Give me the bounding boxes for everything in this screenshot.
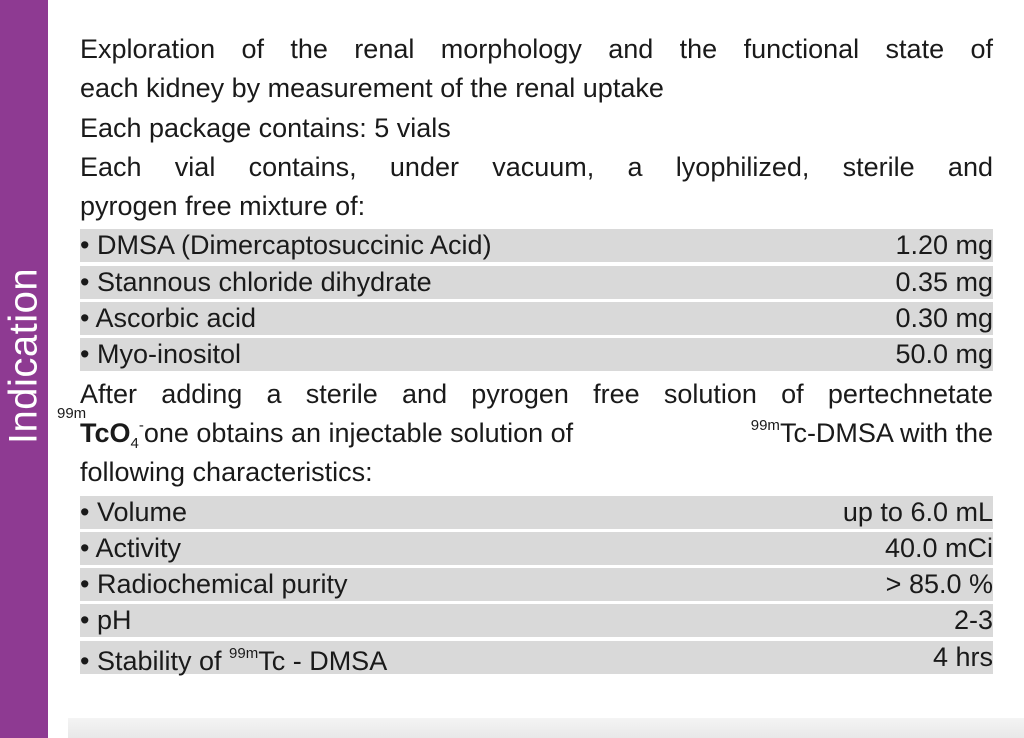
after-line-2-end-group xyxy=(751,414,993,453)
characteristic-row xyxy=(80,532,993,565)
formula-text: TcO xyxy=(80,417,131,448)
ingredient-name: • Stannous chloride dihydrate xyxy=(80,266,432,297)
ingredient-name: • Ascorbic acid xyxy=(80,303,257,334)
composition-row xyxy=(80,338,993,371)
after-line-2-mid: one obtains an injectable solution of xyxy=(143,417,574,448)
vial-line-1: Each vial contains, under vacuum, a lyophilized, sterile and xyxy=(80,151,993,182)
ingredient-amount: 0.35 mg xyxy=(895,266,993,297)
ingredient-amount: 50.0 mg xyxy=(895,339,993,370)
characteristic-name: • pH xyxy=(80,605,132,636)
composition-row xyxy=(80,266,993,299)
section-label: Indication xyxy=(1,267,46,445)
ingredient-amount: 0.30 mg xyxy=(895,303,993,334)
composition-row xyxy=(80,302,993,335)
stability-value: 4 hrs xyxy=(932,641,993,672)
stability-row xyxy=(80,641,993,674)
characteristic-row xyxy=(80,604,993,637)
stability-name xyxy=(80,637,387,678)
package-contents: Each package contains: 5 vials xyxy=(80,112,451,143)
characteristic-value: up to 6.0 mL xyxy=(842,496,993,527)
ingredient-amount: 1.20 mg xyxy=(895,230,993,261)
characteristic-value: 2-3 xyxy=(953,605,993,636)
isotope-superscript: 99m xyxy=(229,644,259,662)
characteristic-row xyxy=(80,496,993,529)
after-line-3: following characteristics: xyxy=(80,457,373,488)
intro-line-1: Exploration of the renal morphology and the functional state of xyxy=(80,34,993,64)
intro-line-2: each kidney by measurement of the renal uptake xyxy=(80,73,664,104)
characteristic-name: • Activity xyxy=(80,532,181,563)
stability-prefix: • Stability of xyxy=(80,645,230,676)
characteristic-row xyxy=(80,568,993,601)
characteristic-value: 40.0 mCi xyxy=(884,532,993,563)
after-line-1: After adding a sterile and pyrogen free solution of pertechnetate xyxy=(80,378,993,409)
ingredient-name: • DMSA (Dimercaptosuccinic Acid) xyxy=(80,230,492,261)
pertechnetate-formula: 99m TcO$_4$-one obtains an injectable solution of xyxy=(57,404,574,452)
indication-content xyxy=(57,30,993,677)
characteristic-name: • Volume xyxy=(80,496,188,527)
characteristic-value: > 85.0 % xyxy=(885,569,993,600)
characteristic-name: • Radiochemical purity xyxy=(80,569,348,600)
ingredient-name: • Myo-inositol xyxy=(80,339,241,370)
formula-charge: - xyxy=(138,416,144,434)
after-line-2-end: Tc-DMSA with the xyxy=(779,417,993,448)
stability-suffix: Tc - DMSA xyxy=(258,645,388,676)
vial-line-2: pyrogen free mixture of: xyxy=(80,191,366,222)
sidebar-band xyxy=(0,0,48,738)
after-line-2 xyxy=(57,404,993,453)
composition-row xyxy=(80,229,993,262)
footer-strip xyxy=(68,718,1024,738)
formula-subscript: 4 xyxy=(130,434,139,452)
isotope-superscript: 99m xyxy=(750,416,780,434)
